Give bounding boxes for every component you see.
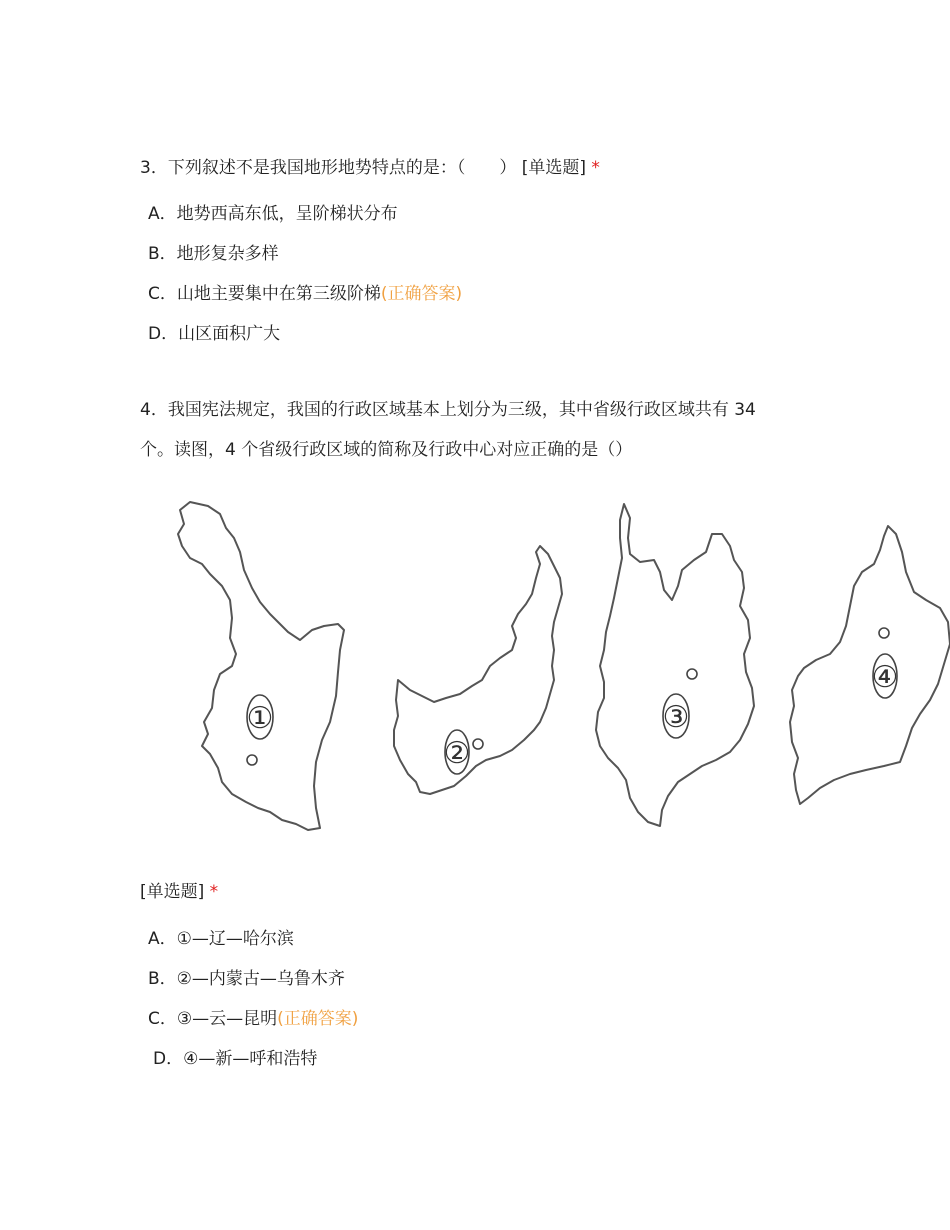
q3-option-a[interactable] [148,194,398,234]
province-map-3 [596,504,754,826]
province-map-1 [178,502,344,830]
q4-option-c[interactable] [148,999,358,1039]
map-3-capital-dot [687,669,697,679]
map-4-capital-dot [879,628,889,638]
map-1-label: ① [246,701,274,736]
question-4-type: [单选题] [140,882,205,902]
map-1-capital-dot [247,755,257,765]
option-label: D．④—新—呼和浩特 [153,1049,318,1069]
q3-option-d[interactable] [148,314,280,354]
option-label: C．③—云—昆明 [148,1009,278,1029]
question-3-text: 3．下列叙述不是我国地形地势特点的是：（ ） [140,158,517,178]
option-label: B．②—内蒙古—乌鲁木齐 [148,969,345,989]
required-marker: * [209,882,219,902]
question-3-type: [单选题] [521,158,586,178]
q3-option-b[interactable] [148,234,279,274]
map-2-label: ② [443,736,471,771]
q4-option-b[interactable] [148,959,345,999]
question-3 [140,148,910,188]
q4-option-d[interactable] [153,1039,317,1079]
correct-answer-note: (正确答案) [380,284,463,304]
correct-answer-note: (正确答案) [277,1009,359,1029]
option-label: D．山区面积广大 [148,324,281,344]
question-4-type-row [140,872,910,912]
map-3-label: ③ [662,700,690,735]
province-map-4 [790,526,950,804]
question-4-title-line2: 个。读图，4 个省级行政区域的简称及行政中心对应正确的是（） [140,440,633,460]
option-label: A．①—辽—哈尔滨 [148,929,294,949]
question-4-type-line [140,872,910,912]
map-4-label: ④ [871,660,899,695]
q4-option-a[interactable] [148,919,294,959]
province-maps-svg [160,490,950,840]
option-label: A．地势西高东低，呈阶梯状分布 [148,204,398,224]
option-label: C．山地主要集中在第三级阶梯 [148,284,381,304]
question-3-title [140,148,910,188]
map-2-capital-dot [473,739,483,749]
required-marker: * [591,158,600,178]
option-label: B．地形复杂多样 [148,244,279,264]
question-4 [140,390,910,470]
province-maps-figure [160,490,950,840]
province-map-2 [394,546,562,794]
question-4-title-line1: 4．我国宪法规定，我国的行政区域基本上划分为三级，其中省级行政区域共有 34 [140,400,756,420]
q3-option-c[interactable] [148,274,462,314]
